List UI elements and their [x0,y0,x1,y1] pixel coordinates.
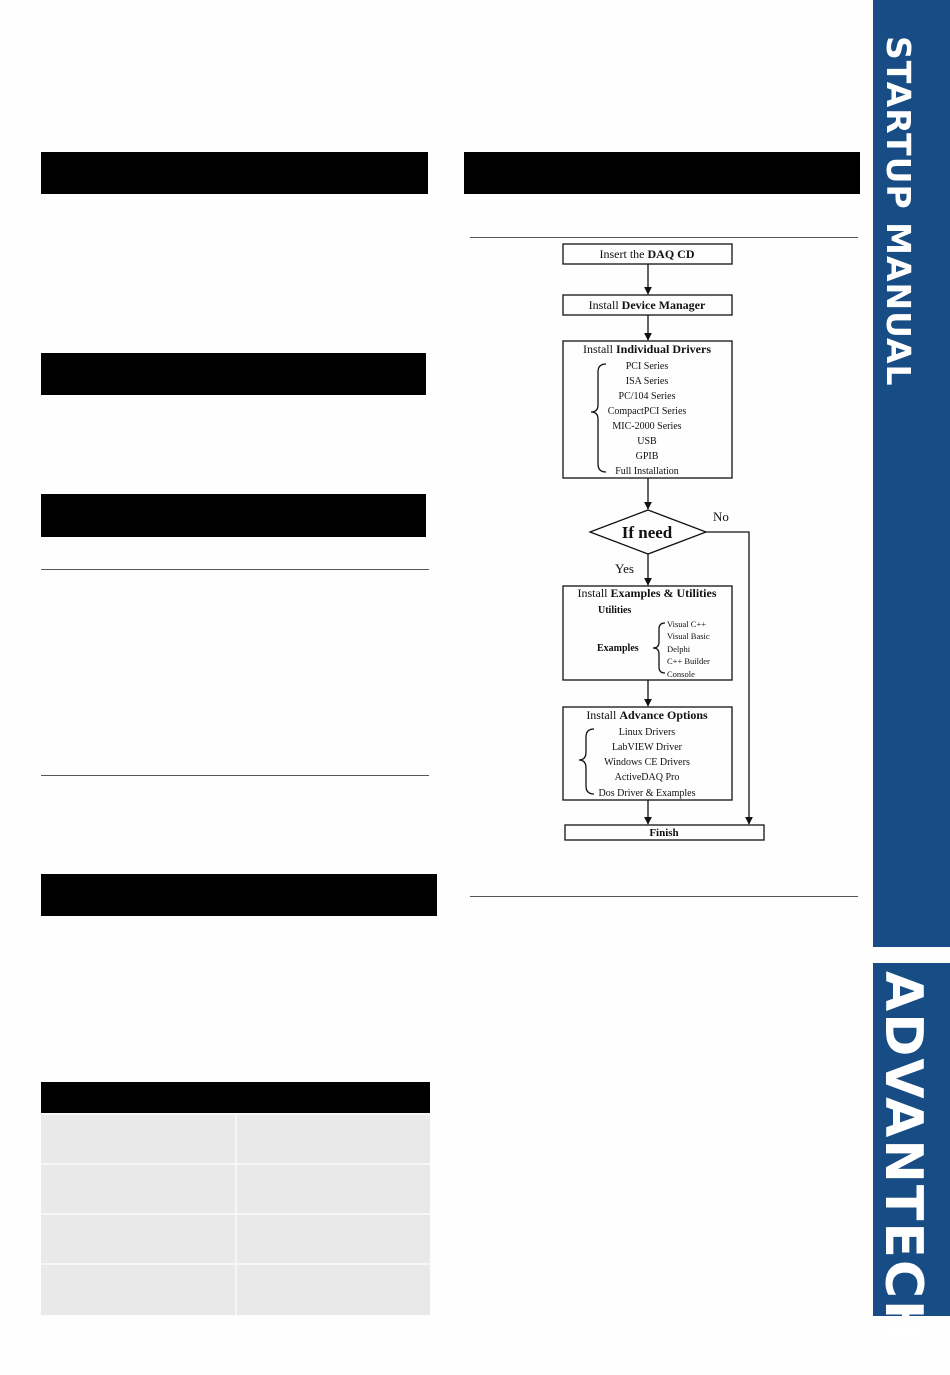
step-advance-options-bold: Advance Options [619,708,708,722]
step-advance-options-prefix: Install [586,708,620,722]
decision-no-label: No [713,509,729,524]
step-individual-drivers-bold: Individual Drivers [615,342,712,356]
driver-item: Full Installation [615,466,679,477]
advance-item: LabVIEW Driver [611,742,683,753]
step-insert-cd-prefix: Insert the [599,247,648,261]
step-device-manager-prefix: Install [588,298,622,312]
driver-item: MIC-2000 Series [612,421,682,432]
step-advance-options [586,708,708,722]
step-examples-utilities-bold: Examples & Utilities [610,586,717,600]
step-examples-utilities [578,586,717,600]
advantech-logo-text: ADVANTECH [873,971,933,1346]
driver-item: PC/104 Series [618,391,676,402]
example-item: Visual Basic [667,631,710,641]
example-item: Visual C++ [667,619,707,629]
advance-item: Dos Driver & Examples [598,788,696,799]
step-examples-utilities-prefix: Install [577,586,611,600]
utilities-label: Utilities [598,605,632,616]
step-insert-cd [600,247,695,261]
driver-item: CompactPCI Series [607,406,687,417]
driver-item: PCI Series [625,361,669,372]
sidebar-strip [873,450,950,947]
step-insert-cd-bold: DAQ CD [647,247,695,261]
advance-item: ActiveDAQ Pro [614,772,680,783]
step-device-manager-bold: Device Manager [621,298,706,312]
step-individual-drivers [583,342,711,356]
examples-label: Examples [597,643,639,654]
finish-label: Finish [649,827,679,839]
decision-yes-label: Yes [615,561,634,576]
example-item: Console [667,669,695,679]
example-item: Delphi [667,644,691,654]
advantech-logo [873,963,950,1346]
example-item: C++ Builder [667,656,710,666]
step-device-manager [589,298,706,312]
driver-item: GPIB [635,451,659,462]
startup-manual-title: STARTUP MANUAL [879,36,918,387]
advance-item: Windows CE Drivers [604,757,690,768]
decision-label: If need [621,523,673,542]
sidebar-strip [873,0,950,30]
startup-manual-tab [873,30,950,450]
driver-item: ISA Series [625,376,669,387]
driver-item: USB [637,436,657,447]
advance-item: Linux Drivers [618,727,676,738]
step-individual-drivers-prefix: Install [582,342,616,356]
